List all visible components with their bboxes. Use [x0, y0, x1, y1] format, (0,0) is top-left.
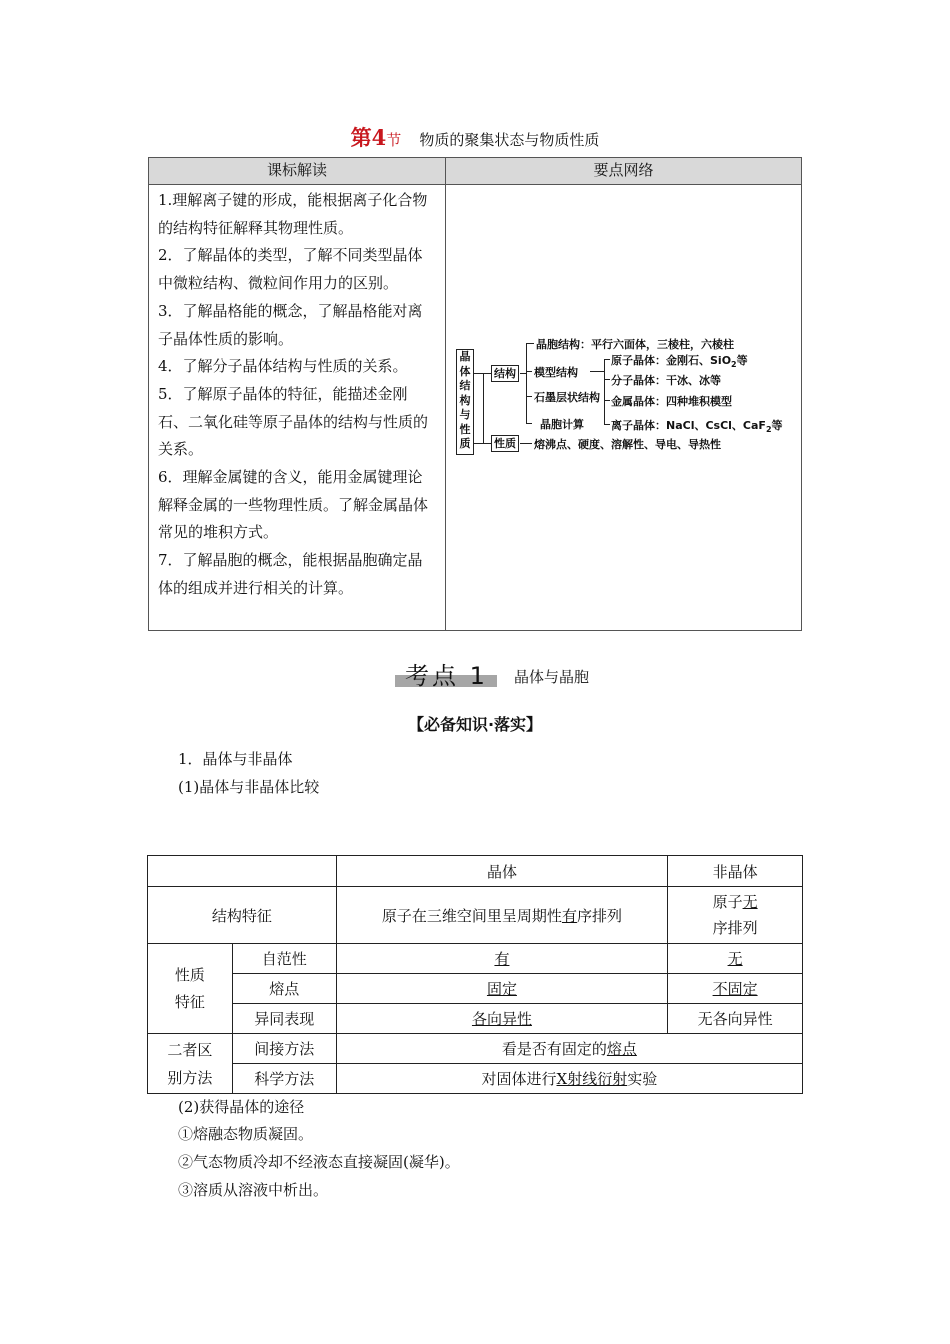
row-label-melting-point: 熔点 — [232, 974, 336, 1004]
concept-graphite: 石墨层状结构 — [534, 391, 600, 404]
cell-iso-amorphous: 无各向异性 — [668, 1004, 803, 1034]
concept-model-structure: 模型结构 — [534, 366, 578, 379]
concept-root: 晶体结构与性质 — [456, 349, 474, 455]
table-corner — [148, 856, 337, 887]
kaodian-name: 晶体与晶胞 — [514, 668, 590, 686]
concept-ionic-crystal: 离子晶体：NaCl、CsCl、CaF$_2$等 — [611, 419, 783, 435]
title-prefix: 第 — [350, 125, 372, 150]
header-crystal: 晶体 — [336, 856, 667, 887]
kaodian-label: 考点 1 — [405, 662, 488, 690]
objective-item: 3．了解晶格能的概念，了解晶格能对离子晶体性质的影响。 — [158, 301, 423, 348]
cell-structure-crystal: 原子在三维空间里呈周期性有序排列 — [336, 887, 667, 944]
concept-atomic-crystal: 原子晶体：金刚石、SiO$_2$等 — [611, 354, 748, 370]
cell-iso-crystal: 各向异性 — [336, 1004, 667, 1034]
col-header-network: 要点网络 — [446, 158, 802, 185]
row-label-structure: 结构特征 — [148, 887, 337, 944]
paragraph: 1．晶体与非晶体 — [178, 750, 293, 768]
objective-item: 5．了解原子晶体的特征，能描述金刚石、二氧化硅等原子晶体的结构与性质的关系。 — [158, 384, 429, 459]
paragraph: (2)获得晶体的途径 — [178, 1098, 305, 1116]
concept-property: 性质 — [491, 435, 519, 452]
section-title — [0, 122, 950, 152]
cell-self-amorphous: 无 — [668, 944, 803, 974]
row-group-properties: 性质 特征 — [148, 944, 233, 1034]
row-label-anisotropy: 异同表现 — [232, 1004, 336, 1034]
cell-scientific: 对固体进行X射线衍射实验 — [336, 1064, 802, 1094]
network-cell — [446, 185, 802, 631]
concept-cell-calc: 晶胞计算 — [540, 418, 584, 431]
paragraph: ①熔融态物质凝固。 — [178, 1125, 314, 1143]
cell-indirect: 看是否有固定的熔点 — [336, 1034, 802, 1064]
header-amorphous: 非晶体 — [668, 856, 803, 887]
objective-item: 7．了解晶胞的概念，能根据晶胞确定晶体的组成并进行相关的计算。 — [158, 551, 423, 597]
cell-structure-amorphous: 原子无 序排列 — [668, 887, 803, 944]
objective-item: 4．了解分子晶体结构与性质的关系。 — [158, 357, 408, 376]
concept-map — [454, 338, 789, 473]
title-jie: 节 — [386, 131, 402, 149]
curriculum-table — [148, 157, 802, 631]
row-group-methods: 二者区 别方法 — [148, 1034, 233, 1094]
objective-item: 1.理解离子键的形成，能根据离子化合物的结构特征解释其物理性质。 — [158, 191, 428, 237]
concept-molecular-crystal: 分子晶体：干冰、冰等 — [611, 374, 721, 387]
concept-structure: 结构 — [491, 365, 519, 382]
paragraph: ②气态物质冷却不经液态直接凝固(凝华)。 — [178, 1153, 460, 1171]
title-name: 物质的聚集状态与物质性质 — [419, 131, 600, 149]
objective-item: 6．理解金属键的含义，能用金属键理论解释金属的一些物理性质。了解金属晶体常见的堆积方式。 — [158, 468, 429, 542]
paragraph: ③溶质从溶液中析出。 — [178, 1181, 329, 1199]
cell-mp-amorphous: 不固定 — [668, 974, 803, 1004]
section-heading: 【必备知识·落实】 — [407, 715, 543, 734]
concept-metal-crystal: 金属晶体：四种堆积模型 — [611, 395, 732, 408]
cell-self-crystal: 有 — [336, 944, 667, 974]
concept-cell-structure: 晶胞结构：平行六面体，三棱柱，六棱柱 — [536, 338, 734, 351]
col-header-objectives: 课标解读 — [149, 158, 446, 185]
crystal-comparison-table — [147, 855, 803, 1094]
title-number: 4 — [371, 125, 387, 150]
row-label-self-shaping: 自范性 — [232, 944, 336, 974]
row-label-scientific: 科学方法 — [232, 1064, 336, 1094]
cell-mp-crystal: 固定 — [336, 974, 667, 1004]
row-label-indirect: 间接方法 — [232, 1034, 336, 1064]
objective-item: 2．了解晶体的类型，了解不同类型晶体中微粒结构、微粒间作用力的区别。 — [158, 246, 423, 293]
paragraph: (1)晶体与非晶体比较 — [178, 778, 320, 796]
concept-property-detail: 熔沸点、硬度、溶解性、导电、导热性 — [534, 438, 721, 451]
objectives-cell — [149, 185, 446, 631]
